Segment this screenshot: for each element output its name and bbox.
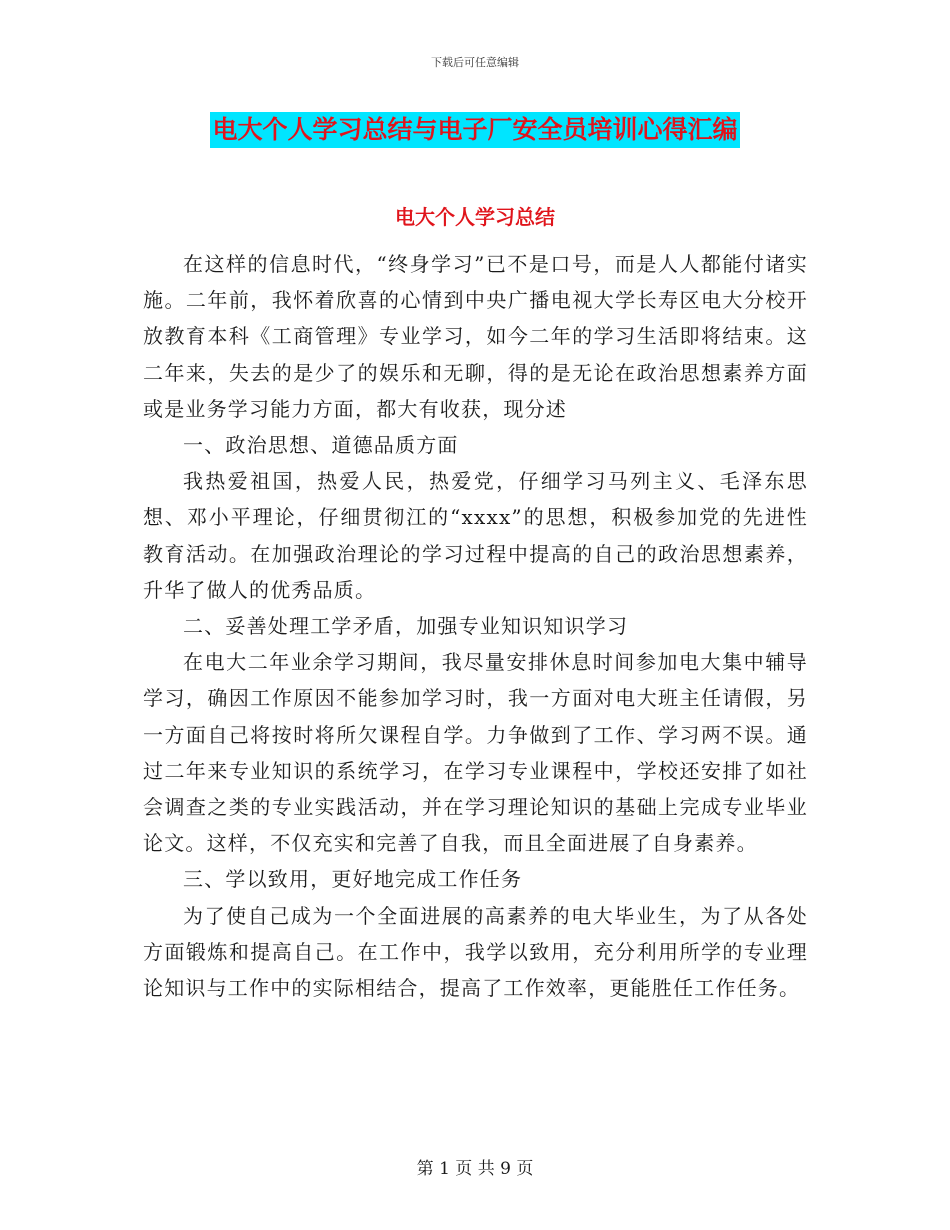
page-header-note: 下载后可任意编辑 [431,56,519,69]
heading-political: 一、政治思想、道德品质方面 [183,433,459,458]
section-title: 电大个人学习总结 [395,205,555,229]
paragraph-political: 我热爱祖国，热爱人民，热爱党，仔细学习马列主义、毛泽东思想、邓小平理论，仔细贯彻江的“xxxx”的思想，积极参加党的先进性教育活动。在加强政治理论的学习过程中提高的自己的政治思想素养，升华了做人的优秀品质。 [143,469,808,602]
heading-study: 二、妥善处理工学矛盾，加强专业知识知识学习 [183,614,629,639]
document-title-wrap [0,112,950,148]
paragraph-intro: 在这样的信息时代，“终身学习”已不是口号，而是人人都能付诸实施。二年前，我怀着欣喜的心情到中央广播电视大学长寿区电大分校开放教育本科《工商管理》专业学习，如今二年的学习生活即将结束。这二年来，失去的是少了的娱乐和无聊，得的是无论在政治思想素养方面或是业务学习能力方面，都大有收获，现分述 [143,252,808,421]
page-number-footer: 第 1 页 共 9 页 [416,1159,534,1179]
document-body [143,246,808,1006]
paragraph-study: 在电大二年业余学习期间，我尽量安排休息时间参加电大集中辅导学习，确因工作原因不能参加学习时，我一方面对电大班主任请假，另一方面自己将按时将所欠课程自学。力争做到了工作、学习两不误。通过二年来专业知识的系统学习，在学习专业课程中，学校还安排了如社会调查之类的专业实践活动，并在学习理论知识的基础上完成专业毕业论文。这样，不仅充实和完善了自我，而且全面进展了自身素养。 [143,650,808,856]
paragraph-application: 为了使自己成为一个全面进展的高素养的电大毕业生，为了从各处方面锻炼和提高自己。在工作中，我学以致用，充分利用所学的专业理论知识与工作中的实际相结合，提高了工作效率，更能胜任工作任务。 [143,903,808,1001]
document-title: 电大个人学习总结与电子厂安全员培训心得汇编 [210,112,739,148]
heading-application: 三、学以致用，更好地完成工作任务 [183,867,523,892]
